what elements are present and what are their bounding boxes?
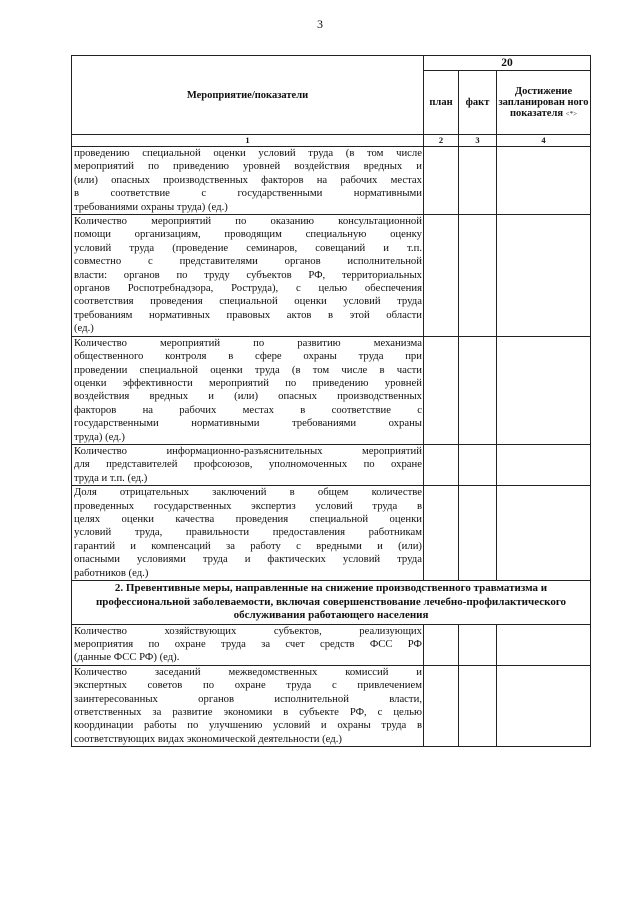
text-line: экспертных советов по охране труда с привлечением (74, 679, 422, 692)
text-line: воздействия вредных и (или) опасных производственных (74, 390, 422, 403)
table-body-section1 (72, 147, 591, 581)
table-row (72, 624, 591, 665)
column-number-4: 4 (497, 135, 591, 147)
text-line: труда и т.п. (ед.) (74, 471, 148, 484)
header-plan: план (424, 71, 459, 135)
text-line: факторов на рабочих местах в соответствие с (74, 403, 422, 416)
header-fact: факт (459, 71, 497, 135)
section-2-heading: 2. Превентивные меры, направленные на снижение производственного травматизма и профессиональной заболеваемости, включая совершенствование лечебно-профилактического обслуживания работающего населения (72, 581, 591, 625)
page-number: 3 (317, 17, 323, 31)
text-line: (данные ФСС РФ) (ед). (74, 651, 180, 664)
text-line: совместно с представителями органов исполнительной (74, 255, 422, 268)
text-line: соответствия проведения специальной оценки условий труда (74, 295, 422, 308)
table-row (72, 215, 591, 337)
column-number-2: 2 (424, 135, 459, 147)
header-achievement-note: <*> (565, 110, 578, 118)
achievement-cell (497, 444, 591, 485)
indicator-text (72, 486, 424, 581)
text-line: мероприятий по приведению уровней воздействия вредных и (74, 160, 422, 173)
table-row (72, 147, 591, 215)
column-number-3: 3 (459, 135, 497, 147)
text-line: Доля отрицательных заключений в общем количестве (74, 486, 422, 499)
text-line: Количество заседаний межведомственных комиссий и (74, 665, 422, 678)
fact-cell (459, 624, 497, 665)
text-line: условий труда (проведение семинаров, совещаний и т.п. (74, 241, 422, 254)
text-line: власти: органов по труду субъектов РФ, территориальных (74, 268, 422, 281)
indicator-text (72, 336, 424, 444)
achievement-cell (497, 215, 591, 337)
plan-cell (424, 486, 459, 581)
indicator-text (72, 444, 424, 485)
text-line: проведенных государственных экспертиз условий труда в (74, 499, 422, 512)
text-line: органов Роспотребнадзора, Роструда), с целью обеспечения (74, 282, 422, 295)
text-line: в соответствие с государственными нормативными (74, 187, 422, 200)
indicator-text (72, 215, 424, 337)
achievement-cell (497, 486, 591, 581)
text-line: мероприятия по охране труда за счет средств ФСС РФ (74, 637, 422, 650)
table-row (72, 444, 591, 485)
text-line: государственными нормативными требованиями охраны (74, 417, 422, 430)
text-line: ответственных за развитие экономики в субъекте РФ, с целью (74, 705, 422, 718)
plan-cell (424, 147, 459, 215)
text-line: проведении специальной оценки труда (в том числе в части (74, 363, 422, 376)
fact-cell (459, 147, 497, 215)
text-line: Количество мероприятий по развитию механизма (74, 336, 422, 349)
text-line: помощи организациям, проводящим специальную оценку (74, 228, 422, 241)
plan-cell (424, 624, 459, 665)
table-row (72, 336, 591, 444)
fact-cell (459, 486, 497, 581)
text-line: Количество мероприятий по оказанию консультационной (74, 215, 422, 228)
plan-cell (424, 444, 459, 485)
text-line: Количество информационно-разъяснительных мероприятий (74, 444, 422, 457)
table-row (72, 486, 591, 581)
header-year: 20 (424, 56, 591, 71)
table-body-section2 (72, 624, 591, 747)
text-line: Количество хозяйствующих субъектов, реализующих (74, 624, 422, 637)
header-achievement (497, 71, 591, 135)
text-line: гарантий и компенсаций за работу с вредными и (или) (74, 539, 422, 552)
text-line: общественного контроля в сфере охраны труда при (74, 350, 422, 363)
text-line: условий труда, правильности предоставления работникам (74, 526, 422, 539)
plan-cell (424, 665, 459, 746)
table-row (72, 665, 591, 746)
text-line: (или) опасных производственных факторов на рабочих местах (74, 173, 422, 186)
text-line: координации работы по улучшению условий и охраны труда в (74, 719, 422, 732)
text-line: целях оценки качества проведения специальной оценки (74, 512, 422, 525)
fact-cell (459, 444, 497, 485)
text-line: требованиями охраны труда) (ед.) (74, 200, 228, 213)
fact-cell (459, 215, 497, 337)
text-line: работников (ед.) (74, 566, 149, 579)
text-line: опасными условиями труда и фактических условий труда (74, 553, 422, 566)
achievement-cell (497, 665, 591, 746)
achievement-cell (497, 147, 591, 215)
header-activity: Мероприятие/показатели (72, 56, 424, 135)
achievement-cell (497, 336, 591, 444)
header-achievement-text: Достижение запланирован ного показателя (498, 86, 589, 119)
indicators-table (71, 55, 591, 747)
achievement-cell (497, 624, 591, 665)
text-line: требованиям нормативных правовых актов в этой области (74, 308, 422, 321)
text-line: (ед.) (74, 322, 94, 335)
text-line: труда) (ед.) (74, 430, 125, 443)
text-line: для представителей профсоюзов, уполномоченных по охране (74, 458, 422, 471)
plan-cell (424, 215, 459, 337)
text-line: проведению специальной оценки условий труда (в том числе (74, 147, 422, 159)
text-line: соответствующих видах экономической деятельности (ед.) (74, 732, 342, 745)
indicator-text (72, 665, 424, 746)
fact-cell (459, 336, 497, 444)
text-line: оценки эффективности мероприятий по приведению уровней (74, 376, 422, 389)
indicator-text (72, 147, 424, 215)
indicator-text (72, 624, 424, 665)
column-number-1: 1 (72, 135, 424, 147)
text-line: заинтересованных органов исполнительной власти, (74, 692, 422, 705)
fact-cell (459, 665, 497, 746)
plan-cell (424, 336, 459, 444)
